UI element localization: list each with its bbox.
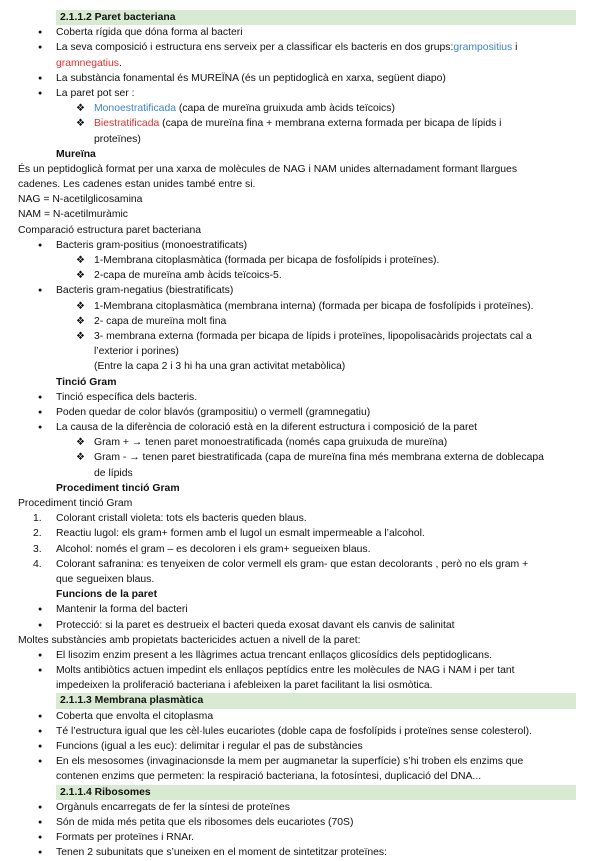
subsection-heading <box>0 481 600 496</box>
text: Alcohol: només el gram – es decoloren i els gram+ segueixen blaus. <box>56 543 371 555</box>
bullet-item <box>0 283 600 298</box>
text: 2.1.1.2 Paret bacteriana <box>60 12 176 23</box>
paragraph-line <box>0 177 600 192</box>
text: La substància fonamental és MUREÏNA (és un peptidoglicà en xarxa, següent diapo) <box>56 72 446 84</box>
sub-bullet-continuation <box>0 359 600 374</box>
section-heading <box>56 10 576 25</box>
bullet-item <box>0 390 600 405</box>
sub-bullet-item <box>0 435 600 450</box>
sub-bullet-item <box>0 450 600 465</box>
item-number: 4. <box>33 558 42 570</box>
text: Coberta que envolta el citoplasma <box>56 710 214 722</box>
diamond-bullet-icon: ❖ <box>76 118 85 130</box>
bullet-item <box>0 405 600 420</box>
text: Gram + → tenen paret monoestratificada (només capa gruixuda de mureïna) <box>94 437 448 449</box>
sub-bullet-item <box>0 299 600 314</box>
bullet-item <box>0 709 600 724</box>
numbered-item <box>0 542 600 557</box>
paragraph-line <box>0 223 600 238</box>
diamond-bullet-icon: ❖ <box>76 437 85 449</box>
text: 2-capa de mureïna amb àcids teïcoics-5. <box>94 270 282 282</box>
text: Tenen 2 subunitats que s’uneixen en el moment de sintetitzar proteïnes: <box>56 847 387 859</box>
text: Coberta rígida que dóna forma al bacteri <box>56 27 243 39</box>
bullet-icon: ● <box>38 424 43 432</box>
text: Gram - → tenen paret biestratificada (capa de mureïna fina més membrana externa de doblecapa <box>94 452 544 464</box>
text: NAG = N-acetilglicosamina <box>18 194 143 206</box>
bullet-icon: ● <box>38 849 43 857</box>
bullet-icon: ● <box>38 758 43 766</box>
bullet-icon: ● <box>38 89 43 97</box>
bullet-item <box>0 754 600 769</box>
bullet-icon: ● <box>38 408 43 416</box>
bullet-item <box>0 648 600 663</box>
bullet-icon: ● <box>38 712 43 720</box>
sub-bullet-continuation <box>0 132 600 147</box>
sub-bullet-item <box>0 329 600 344</box>
bullet-item <box>0 800 600 815</box>
text: 1-Membrana citoplasmàtica (formada per bicapa de fosfolípids i proteïnes). <box>94 255 440 266</box>
sub-bullet-item <box>0 253 600 268</box>
item-number: 1. <box>33 513 42 525</box>
text: que segueixen blaus. <box>56 573 155 585</box>
sub-bullet-continuation <box>0 344 600 359</box>
text: Bacteris gram-negatius (biestratificats) <box>56 285 234 297</box>
paragraph-line <box>0 192 600 207</box>
numbered-item <box>0 526 600 541</box>
bullet-item <box>0 86 600 101</box>
text: Procediment tinció Gram <box>18 498 133 509</box>
text: Tinció específica dels bacteris. <box>56 391 198 403</box>
text: NAM = N-acetilmuràmic <box>18 209 128 221</box>
bullet-item <box>0 815 600 830</box>
subsection-heading <box>0 375 600 390</box>
text: 3- membrana externa (formada per bicapa de lípids i proteïnes, lipopolisacàrids projectats cal a <box>94 330 532 342</box>
bullet-continuation <box>0 572 600 587</box>
text: Bacteris gram-positius (monoestratificats) <box>56 239 248 251</box>
bullet-item <box>0 663 600 678</box>
text: Formats per proteïnes i RNAr. <box>56 832 195 844</box>
bullet-icon: ● <box>38 651 43 659</box>
sub-bullet-continuation <box>0 466 600 481</box>
text: Orgànuls encarregats de fer la síntesi de proteïnes <box>56 801 290 813</box>
numbered-item <box>0 511 600 526</box>
text: Mantenir la forma del bacteri <box>56 604 188 616</box>
bullet-icon: ● <box>38 29 43 37</box>
sub-bullet-item <box>0 268 600 283</box>
text: La paret pot ser : <box>56 87 135 99</box>
text: Protecció: si la paret es destrueix el bacteri queda exosat davant els canvis de salinitat <box>56 619 455 631</box>
text: La causa de la diferència de coloració està en la diferent estructura i composició de la paret <box>56 422 478 434</box>
numbered-item <box>0 557 600 572</box>
bullet-item <box>0 724 600 739</box>
sub-bullet-item <box>0 116 600 131</box>
bullet-item <box>0 71 600 86</box>
diamond-bullet-icon: ❖ <box>76 452 85 464</box>
section-heading <box>56 785 576 800</box>
bullet-item <box>0 238 600 253</box>
text: Mureïna <box>56 148 96 160</box>
highlighted-term: grampositius <box>453 42 513 54</box>
text: (Entre la capa 2 i 3 hi ha una gran activitat metabòlica) <box>94 361 346 373</box>
text: l’exterior i porines) <box>94 346 179 358</box>
document-page <box>0 10 600 861</box>
text: contenen enzims que permeten: la respiració bacteriana, la fotosíntesi, duplicació del DNA... <box>56 771 482 783</box>
subsection-heading <box>0 147 600 162</box>
text: 2.1.1.4 Ribosomes <box>60 786 151 798</box>
bullet-icon: ● <box>38 743 43 750</box>
diamond-bullet-icon: ❖ <box>76 330 85 342</box>
text-span: (capa de mureïna gruixuda amb àcids teïcoics) <box>176 103 395 115</box>
text-span: . <box>118 57 122 69</box>
bullet-icon: ● <box>38 74 43 82</box>
text: Molts antibiòtics actuen impedint els enllaços peptídics entre les molècules de NAG i NAM i per tant <box>56 665 515 677</box>
bullet-item <box>0 40 600 55</box>
bullet-icon: ● <box>38 667 43 675</box>
text: Procediment tinció Gram <box>56 482 180 494</box>
bullet-icon: ● <box>38 621 43 629</box>
bullet-icon: ● <box>38 818 43 826</box>
text: de lípids <box>94 467 133 479</box>
text: impedeixen la proliferació bacteriana i afebleixen la paret facilitant la lisi osmòtica. <box>56 680 433 692</box>
bullet-continuation <box>0 56 600 71</box>
text: proteïnes) <box>94 133 141 145</box>
diamond-bullet-icon: ❖ <box>76 300 85 312</box>
text: cadenes. Les cadenes estan unides també entre si. <box>18 179 256 191</box>
text: Són de mida més petita que els ribosomes dels eucariotes (70S) <box>56 816 354 828</box>
diamond-bullet-icon: ❖ <box>76 315 85 327</box>
section-heading <box>56 693 576 708</box>
bullet-item <box>0 25 600 40</box>
text: Funcions (igual a les euc): delimitar i regular el pas de substàncies <box>56 741 363 752</box>
text: 2.1.1.3 Membrana plasmàtica <box>60 695 204 707</box>
sub-bullet-item <box>0 314 600 329</box>
highlighted-term: gramnegatius <box>56 57 119 69</box>
highlighted-term: Monoestratificada <box>94 103 177 115</box>
text: 2- capa de mureïna molt fina <box>94 315 227 327</box>
bullet-icon: ● <box>38 44 43 52</box>
text-span: (capa de mureïna fina + membrana externa formada per bicapa de lípids i <box>159 118 502 130</box>
text: Poden quedar de color blavós (grampositiu) o vermell (gramnegatiu) <box>56 406 371 418</box>
bullet-icon: ● <box>38 727 43 735</box>
paragraph-line <box>0 162 600 177</box>
bullet-icon: ● <box>38 834 43 842</box>
item-number: 3. <box>33 543 42 555</box>
paragraph-line <box>0 207 600 222</box>
bullet-continuation <box>0 678 600 693</box>
text: Colorant safranina: es tenyeixen de color vermell els gram- que estan decolorants , però no els gram + <box>56 558 529 570</box>
bullet-icon: ● <box>38 393 43 401</box>
text-span: La seva composició i estructura ens serveix per a classificar els bacteris en dos grups: <box>56 42 454 54</box>
highlighted-term: Biestratificada <box>94 118 160 130</box>
paragraph-line <box>0 496 600 511</box>
bullet-icon: ● <box>38 606 43 614</box>
bullet-icon: ● <box>38 241 43 249</box>
text: Moltes substàncies amb propietats bactericides actuen a nivell de la paret: <box>18 634 361 646</box>
bullet-item <box>0 618 600 633</box>
diamond-bullet-icon: ❖ <box>76 255 85 266</box>
bullet-icon: ● <box>38 803 43 811</box>
bullet-continuation <box>0 769 600 784</box>
text: És un peptidoglicà format per una xarxa de molècules de NAG i NAM unides alternadament formant llargues <box>18 163 518 175</box>
text: Comparació estructura paret bacteriana <box>18 224 202 236</box>
diamond-bullet-icon: ❖ <box>76 270 85 282</box>
bullet-item <box>0 739 600 754</box>
diamond-bullet-icon: ❖ <box>76 103 85 115</box>
bullet-item <box>0 420 600 435</box>
text-span: i <box>512 42 518 54</box>
subsection-heading <box>0 587 600 602</box>
text: Colorant cristall violeta: tots els bacteris queden blaus. <box>56 513 307 525</box>
text: El lisozim enzim present a les llàgrimes actua trencant enllaços glicosídics dels peptidoglicans. <box>56 649 493 661</box>
paragraph-line <box>0 633 600 648</box>
item-number: 2. <box>33 528 42 540</box>
text: En els mesosomes (invaginacionsde la mem per augmanetar la superfície) s’hi troben els enzims que <box>56 756 524 768</box>
sub-bullet-item <box>0 101 600 116</box>
text: Té l’estructura igual que les cèl·lules eucariotes (doble capa de fosfolípids i proteïnes sense colesterol). <box>56 725 532 737</box>
text: Tinció Gram <box>56 376 117 388</box>
text: 1-Membrana citoplasmàtica (membrana interna) (formada per bicapa de fosfolípids i proteïnes). <box>94 300 534 312</box>
bullet-icon: ● <box>38 287 43 295</box>
bullet-item <box>0 602 600 617</box>
bullet-item <box>0 830 600 845</box>
text: Funcions de la paret <box>56 589 158 601</box>
text: Reactiu lugol: els gram+ formen amb el lugol un esmalt impermeable a l’alcohol. <box>56 528 425 540</box>
